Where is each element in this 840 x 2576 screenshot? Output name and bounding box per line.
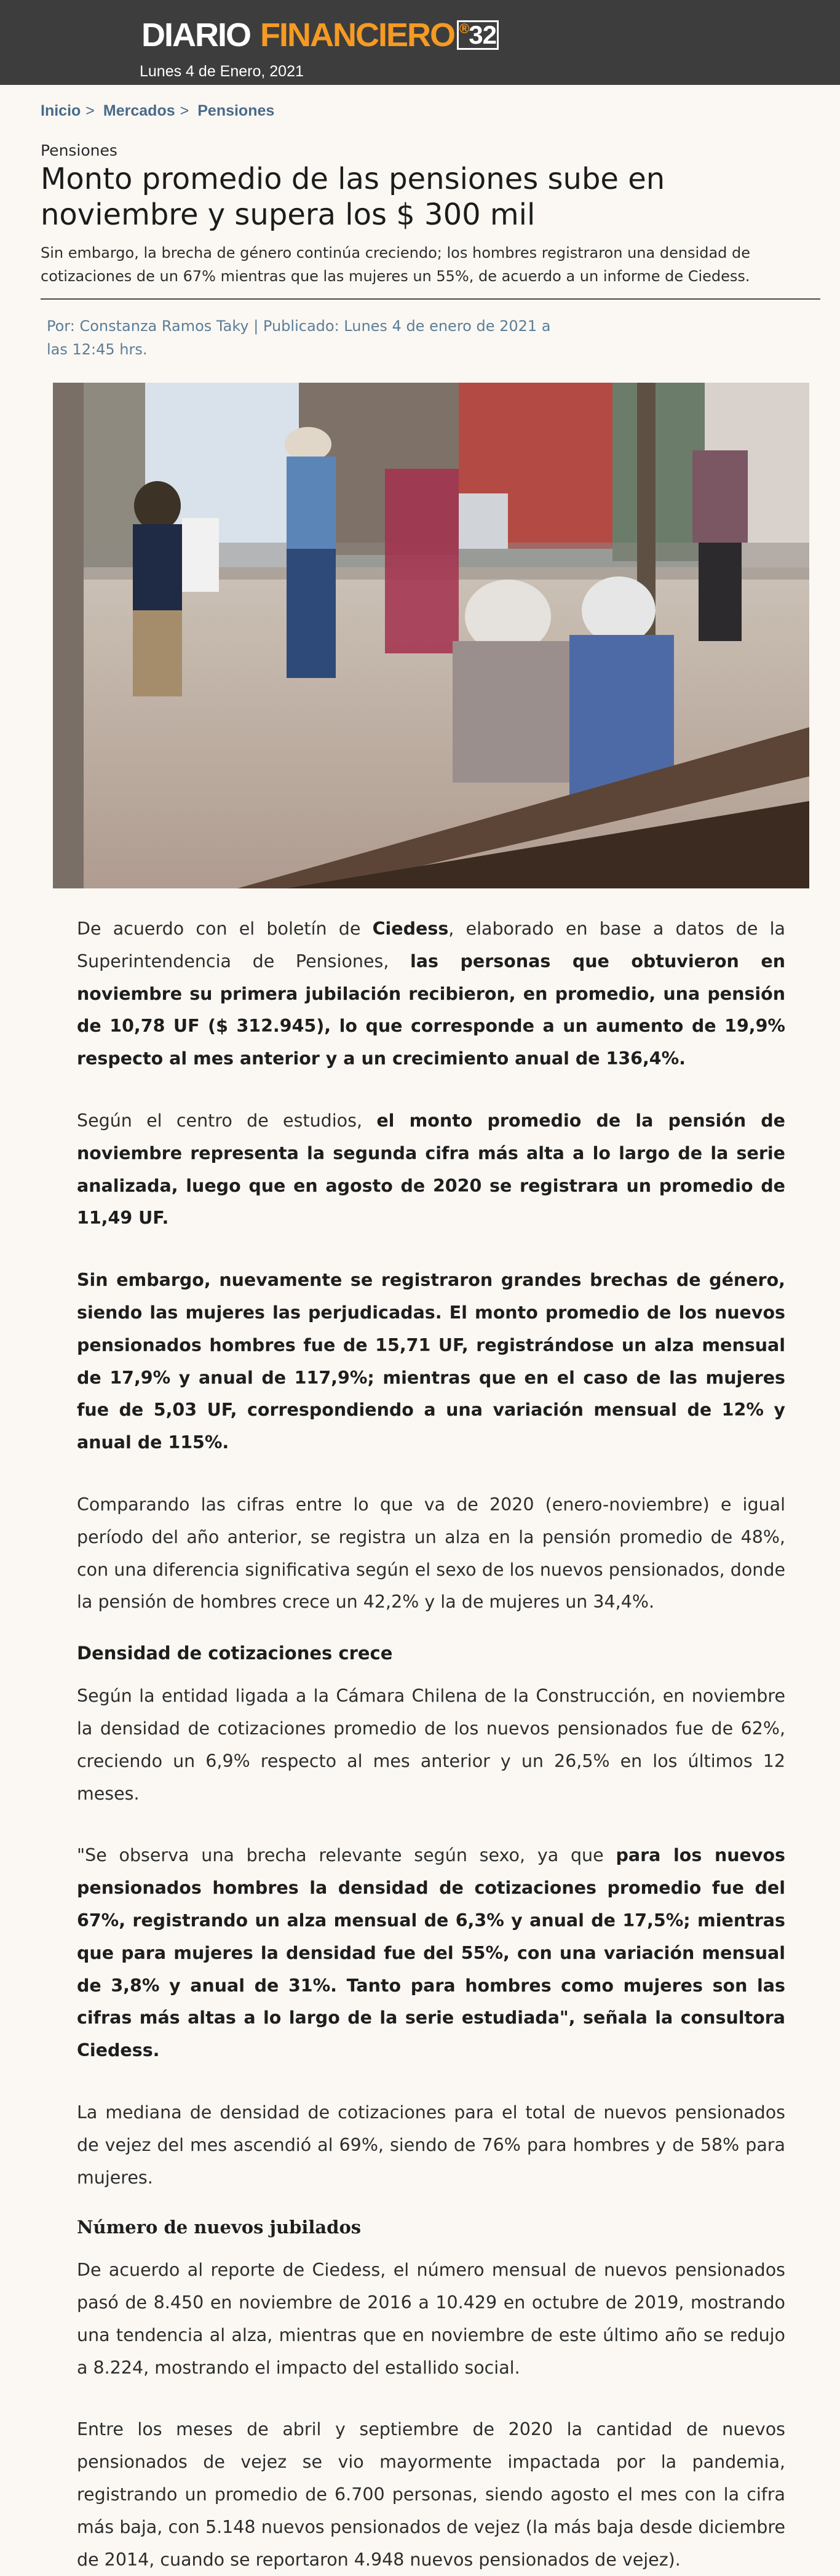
article-body — [77, 913, 785, 2576]
breadcrumb-item-inicio[interactable]: Inicio — [41, 102, 81, 119]
article-photo — [53, 383, 809, 888]
paragraph: De acuerdo al reporte de Ciedess, el número mensual de nuevos pensionados pasó de 8.450 en noviembre de 2016 a 10.429 en octubre de 2019, mostrando una tendencia al alza, mientras que en noviembre de este último año se redujo a 8.224, mostrando el impacto del estallido social. — [77, 2260, 785, 2378]
paragraph: Sin embargo, nuevamente se registraron grandes brechas de género, siendo las mujeres las perjudicadas. El monto promedio de los nuevos pensionados hombres fue de 15,71 UF, registrándose un alza mensual de 17,9% y anual de 117,9%; mientras que en el caso de las mujeres fue de 5,03 UF, correspondiendo a una variación mensual de 12% y anual de 115%. — [77, 1270, 785, 1453]
masthead-date: Lunes 4 de Enero, 2021 — [140, 63, 304, 80]
article-title: Monto promedio de las pensiones sube en noviembre y supera los $ 300 mil — [41, 162, 665, 232]
breadcrumb-separator: > — [180, 102, 189, 119]
breadcrumb-item-mercados[interactable]: Mercados — [103, 102, 175, 119]
paragraph: La mediana de densidad de cotizaciones para el total de nuevos pensionados de vejez del mes ascendió al 69%, siendo de 76% para hombres y de 58% para mujeres. — [77, 2102, 785, 2188]
paragraph: "Se observa una brecha relevante según sexo, ya que para los nuevos pensionados hombres la densidad de cotizaciones promedio fue del 67%, registrando un alza mensual de 6,3% y anual de 17,5%; mientras que para mujeres la densidad fue del 55%, con una variación mensual de 3,8% y anual de 31%. Tanto para hombres como mujeres son las cifras más altas a lo largo de la serie estudiada", señala la consultora Ciedess. — [77, 1845, 785, 2061]
paragraph: Comparando las cifras entre lo que va de 2020 (enero-noviembre) e igual período del año anterior, se registra un alza en la pensión promedio de 48%, con una diferencia significativa según el sexo de los nuevos pensionados, donde la pensión de hombres crece un 42,2% y la de mujeres un 34,4%. — [77, 1494, 785, 1613]
article-lead: Sin embargo, la brecha de género continúa creciendo; los hombres registraron una densidad de cotizaciones de un 67% mientras que las mujeres un 55%, de acuerdo a un informe de Ciedess. — [41, 244, 751, 285]
diario-financiero-logo[interactable] — [141, 14, 499, 57]
paragraph: De acuerdo con el boletín de Ciedess, elaborado en base a datos de la Superintendencia de Pensiones, las personas que obtuvieron en noviembre su primera jubilación recibieron, en promedio, una pensión de 10,78 UF ($ 312.945), lo que corresponde a un aumento de 19,9% respecto al mes anterior y a un crecimiento anual de 136,4%. — [77, 919, 785, 1069]
street-scene-illustration — [53, 383, 809, 888]
masthead — [0, 0, 840, 85]
paragraph: Según el centro de estudios, el monto promedio de la pensión de noviembre representa la segunda cifra más alta a lo largo de la serie analizada, luego que en agosto de 2020 se registrara un promedio de 11,49 UF. — [77, 1110, 785, 1229]
paragraph: Según la entidad ligada a la Cámara Chilena de la Construcción, en noviembre la densidad de cotizaciones promedio de los nuevos pensionados fue de 62%, creciendo un 6,9% respecto al mes anterior y un 26,5% en los últimos 12 meses. — [77, 1686, 785, 1804]
article-byline: Por: Constanza Ramos Taky | Publicado: Lunes 4 de enero de 2021 a las 12:45 hrs. — [47, 317, 551, 358]
ciedess-link[interactable]: Ciedess — [372, 919, 449, 939]
paragraph: Entre los meses de abril y septiembre de 2020 la cantidad de nuevos pensionados de vejez se vio mayormente impactada por la pandemia, registrando un promedio de 6.700 personas, siendo agosto el mes con la cifra más baja, con 5.148 nuevos pensionados de vejez (la más baja desde diciembre de 2014, cuando se reportaron 4.948 nuevos pensionados de vejez). — [77, 2419, 785, 2570]
breadcrumb-separator: > — [85, 102, 95, 119]
breadcrumb-item-pensiones[interactable]: Pensiones — [197, 102, 275, 119]
subheading-densidad: Densidad de cotizaciones crece — [77, 1643, 393, 1664]
logo-word-diario: DIARIO — [141, 17, 250, 54]
article-section-label: Pensiones — [41, 142, 117, 159]
logo-word-financiero: FINANCIERO — [260, 17, 454, 54]
divider — [41, 298, 820, 300]
logo-anniversary-badge: ®32 — [457, 20, 499, 50]
breadcrumb — [41, 102, 274, 120]
subheading-nuevos-jubilados: Número de nuevos jubilados — [77, 2217, 362, 2238]
